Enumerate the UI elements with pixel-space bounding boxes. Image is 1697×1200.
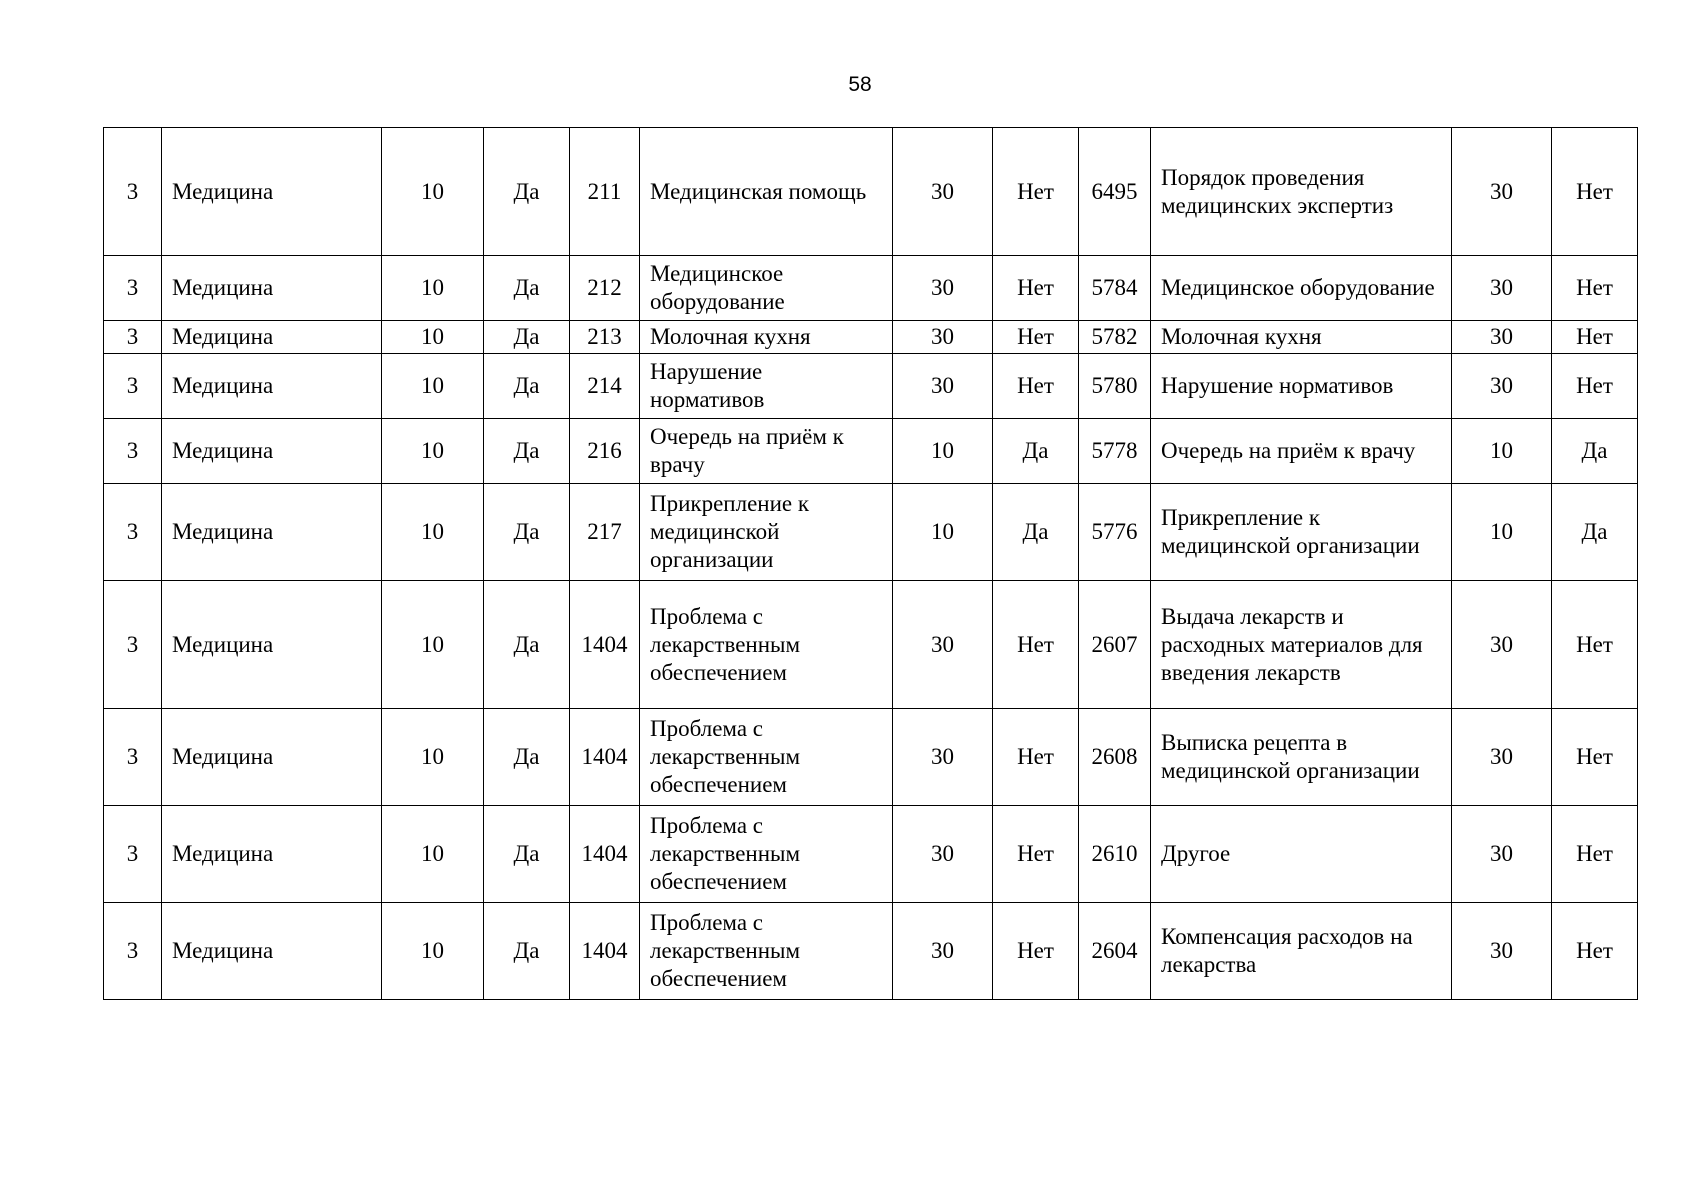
cell-topic-flag: Нет (993, 581, 1079, 709)
cell-topic-flag: Нет (993, 321, 1079, 354)
cell-subtopic-flag: Нет (1552, 354, 1638, 419)
cell-level: 3 (104, 321, 162, 354)
cell-subtopic: Другое (1151, 806, 1452, 903)
cell-category-flag: Да (484, 709, 570, 806)
cell-subtopic-code: 2608 (1079, 709, 1151, 806)
cell-subtopic-code: 5778 (1079, 419, 1151, 484)
cell-category: Медицина (162, 321, 382, 354)
cell-topic: Проблема с лекарственным обеспечением (640, 581, 893, 709)
cell-topic-flag: Нет (993, 256, 1079, 321)
table-row (104, 419, 1638, 484)
cell-subtopic-flag: Да (1552, 419, 1638, 484)
cell-category-days: 10 (382, 321, 484, 354)
cell-category-flag: Да (484, 903, 570, 1000)
cell-topic-flag: Да (993, 419, 1079, 484)
cell-subtopic-code: 5776 (1079, 484, 1151, 581)
cell-category: Медицина (162, 709, 382, 806)
cell-topic-flag: Нет (993, 709, 1079, 806)
cell-level: 3 (104, 903, 162, 1000)
cell-topic-days: 30 (893, 256, 993, 321)
data-table (103, 127, 1638, 1000)
cell-topic: Прикрепление к медицинской организации (640, 484, 893, 581)
cell-topic: Очередь на приём к врачу (640, 419, 893, 484)
cell-subtopic-flag: Нет (1552, 581, 1638, 709)
cell-topic: Медицинская помощь (640, 128, 893, 256)
cell-category: Медицина (162, 354, 382, 419)
cell-category-days: 10 (382, 354, 484, 419)
cell-subtopic: Порядок проведения медицинских экспертиз (1151, 128, 1452, 256)
cell-category-days: 10 (382, 484, 484, 581)
cell-category: Медицина (162, 419, 382, 484)
table-row (104, 484, 1638, 581)
table-row (104, 581, 1638, 709)
cell-subtopic-flag: Нет (1552, 321, 1638, 354)
cell-topic-code: 1404 (570, 709, 640, 806)
cell-topic: Проблема с лекарственным обеспечением (640, 806, 893, 903)
cell-category-days: 10 (382, 128, 484, 256)
cell-subtopic-code: 6495 (1079, 128, 1151, 256)
cell-category-days: 10 (382, 256, 484, 321)
cell-subtopic: Молочная кухня (1151, 321, 1452, 354)
cell-subtopic: Выписка рецепта в медицинской организации (1151, 709, 1452, 806)
cell-topic-days: 30 (893, 903, 993, 1000)
cell-topic-flag: Да (993, 484, 1079, 581)
cell-subtopic-days: 30 (1452, 581, 1552, 709)
cell-category: Медицина (162, 128, 382, 256)
cell-subtopic-days: 30 (1452, 806, 1552, 903)
cell-subtopic-flag: Нет (1552, 806, 1638, 903)
cell-subtopic-days: 30 (1452, 256, 1552, 321)
cell-level: 3 (104, 419, 162, 484)
table-row (104, 256, 1638, 321)
cell-subtopic-days: 10 (1452, 419, 1552, 484)
table-body (104, 128, 1638, 1000)
cell-level: 3 (104, 128, 162, 256)
cell-subtopic-days: 30 (1452, 709, 1552, 806)
cell-category: Медицина (162, 581, 382, 709)
cell-category-days: 10 (382, 806, 484, 903)
cell-category-flag: Да (484, 354, 570, 419)
cell-subtopic-code: 5784 (1079, 256, 1151, 321)
cell-topic-flag: Нет (993, 354, 1079, 419)
table-row (104, 903, 1638, 1000)
cell-subtopic-code: 5782 (1079, 321, 1151, 354)
cell-topic-code: 1404 (570, 581, 640, 709)
cell-topic-days: 10 (893, 484, 993, 581)
cell-level: 3 (104, 354, 162, 419)
cell-topic: Проблема с лекарственным обеспечением (640, 903, 893, 1000)
table-row (104, 354, 1638, 419)
cell-subtopic-days: 30 (1452, 128, 1552, 256)
cell-subtopic-code: 5780 (1079, 354, 1151, 419)
cell-subtopic-flag: Нет (1552, 903, 1638, 1000)
cell-topic-code: 212 (570, 256, 640, 321)
cell-topic-flag: Нет (993, 128, 1079, 256)
cell-subtopic-code: 2610 (1079, 806, 1151, 903)
cell-subtopic: Компенсация расходов на лекарства (1151, 903, 1452, 1000)
cell-subtopic: Нарушение нормативов (1151, 354, 1452, 419)
cell-topic-code: 216 (570, 419, 640, 484)
cell-category-flag: Да (484, 806, 570, 903)
cell-topic-days: 30 (893, 709, 993, 806)
cell-topic: Проблема с лекарственным обеспечением (640, 709, 893, 806)
cell-subtopic: Медицинское оборудование (1151, 256, 1452, 321)
cell-subtopic: Прикрепление к медицинской организации (1151, 484, 1452, 581)
cell-topic-days: 30 (893, 354, 993, 419)
cell-topic-code: 1404 (570, 903, 640, 1000)
cell-category-days: 10 (382, 581, 484, 709)
cell-topic: Медицинское оборудование (640, 256, 893, 321)
cell-subtopic-flag: Нет (1552, 709, 1638, 806)
cell-subtopic-flag: Нет (1552, 256, 1638, 321)
cell-level: 3 (104, 709, 162, 806)
cell-subtopic-flag: Нет (1552, 128, 1638, 256)
cell-topic-days: 30 (893, 128, 993, 256)
cell-topic-flag: Нет (993, 806, 1079, 903)
cell-category-days: 10 (382, 903, 484, 1000)
cell-subtopic-days: 30 (1452, 903, 1552, 1000)
cell-category: Медицина (162, 256, 382, 321)
cell-topic-code: 211 (570, 128, 640, 256)
cell-topic-days: 30 (893, 321, 993, 354)
cell-subtopic: Очередь на приём к врачу (1151, 419, 1452, 484)
cell-category: Медицина (162, 903, 382, 1000)
cell-subtopic-days: 30 (1452, 354, 1552, 419)
cell-level: 3 (104, 581, 162, 709)
cell-subtopic-code: 2607 (1079, 581, 1151, 709)
cell-category-days: 10 (382, 709, 484, 806)
table-row (104, 806, 1638, 903)
cell-level: 3 (104, 806, 162, 903)
cell-subtopic-days: 10 (1452, 484, 1552, 581)
cell-category-days: 10 (382, 419, 484, 484)
cell-category-flag: Да (484, 581, 570, 709)
cell-topic-code: 213 (570, 321, 640, 354)
cell-topic-code: 214 (570, 354, 640, 419)
cell-topic-code: 1404 (570, 806, 640, 903)
cell-level: 3 (104, 256, 162, 321)
cell-topic-code: 217 (570, 484, 640, 581)
cell-topic-flag: Нет (993, 903, 1079, 1000)
cell-category-flag: Да (484, 419, 570, 484)
cell-category-flag: Да (484, 484, 570, 581)
cell-category-flag: Да (484, 256, 570, 321)
cell-category-flag: Да (484, 321, 570, 354)
cell-topic-days: 30 (893, 581, 993, 709)
cell-topic: Молочная кухня (640, 321, 893, 354)
table-row (104, 128, 1638, 256)
table-row (104, 709, 1638, 806)
cell-topic-days: 10 (893, 419, 993, 484)
cell-topic-days: 30 (893, 806, 993, 903)
cell-subtopic-flag: Да (1552, 484, 1638, 581)
cell-category: Медицина (162, 806, 382, 903)
cell-category: Медицина (162, 484, 382, 581)
cell-subtopic-days: 30 (1452, 321, 1552, 354)
cell-subtopic: Выдача лекарств и расходных материалов для введения лекарств (1151, 581, 1452, 709)
cell-category-flag: Да (484, 128, 570, 256)
cell-topic: Нарушение нормативов (640, 354, 893, 419)
table-row (104, 321, 1638, 354)
cell-subtopic-code: 2604 (1079, 903, 1151, 1000)
cell-level: 3 (104, 484, 162, 581)
page-number: 58 (848, 73, 872, 96)
